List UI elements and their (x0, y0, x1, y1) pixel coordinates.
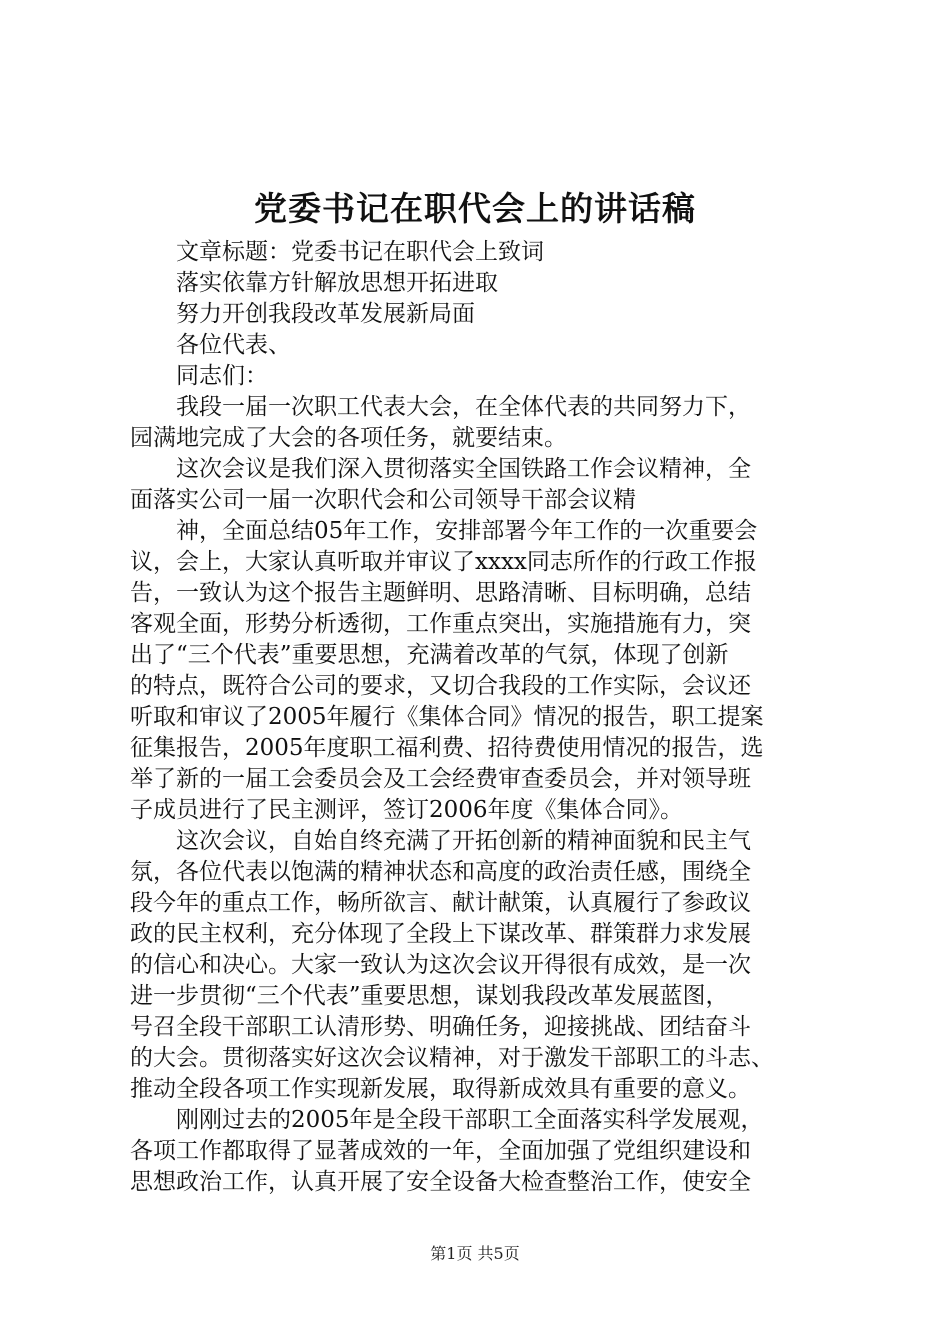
paragraph: 我段一届一次职工代表大会，在全体代表的共同努力下， 园满地完成了大会的各项任务，就要结束。 (130, 394, 751, 451)
document-body (130, 237, 830, 1198)
document-title: 党委书记在职代会上的讲话稿 (254, 189, 696, 228)
paragraph: 这次会议是我们深入贯彻落实全国铁路工作会议精神，全 面落实公司一届一次职代会和公司领导干部会议精 (130, 456, 751, 513)
paragraph: 努力开创我段改革发展新局面 (176, 301, 475, 327)
paragraph: 落实依靠方针解放思想开拓进取 (176, 270, 498, 296)
page-footer: 第1页 共5页 (430, 1244, 520, 1263)
paragraph: 同志们： (176, 363, 268, 389)
paragraph: 刚刚过去的2005年是全段干部职工全面落实科学发展观， 各项工作都取得了显著成效的一年，全面加强了党组织建设和 思想政治工作，认真开展了安全设备大检查整治工作，使安全 (130, 1107, 764, 1195)
paragraph: 神，全面总结05年工作，安排部署今年工作的一次重要会 议，会上，大家认真听取并审议了xxxx同志所作的行政工作报 告，一致认为这个报告主题鲜明、思路清晰、目标明确，总结 客观全面，形势分析透彻，工作重点突出，实施措施有力，突 出了“三个代表”重要思想，充满着改革的气氛，体现了创新 的特点，既符合公司的要求，又切合我段的工作实际，会议还 听取和审议了2005年履行《集体合同》情况的报告，职工提案 征集报告，2005年度职工福利费、招待费使用情况的报告，选 举了新的一届工会委员会及工会经费审查委员会，并对领导班 子成员进行了民主测评，签订2006年度《集体合同》。 (130, 518, 764, 823)
paragraph: 各位代表、 (176, 332, 291, 358)
paragraph: 这次会议，自始自终充满了开拓创新的精神面貌和民主气 氛，各位代表以饱满的精神状态和高度的政治责任感，围绕全 段今年的重点工作，畅所欲言、献计献策，认真履行了参政议 政的民主权利，充分体现了全段上下谋改革、群策群力求发展 的信心和决心。大家一致认为这次会议开得很有成效，是一次 进一步贯彻“三个代表”重要思想，谋划我段改革发展蓝图， 号召全段干部职工认清形势、明确任务，迎接挑战、团结奋斗 的大会。贯彻落实好这次会议精神，对于激发干部职工的斗志、 推动全段各项工作实现新发展，取得新成效具有重要的意义。 (130, 828, 774, 1102)
paragraph: 文章标题：党委书记在职代会上致词 (176, 239, 544, 265)
